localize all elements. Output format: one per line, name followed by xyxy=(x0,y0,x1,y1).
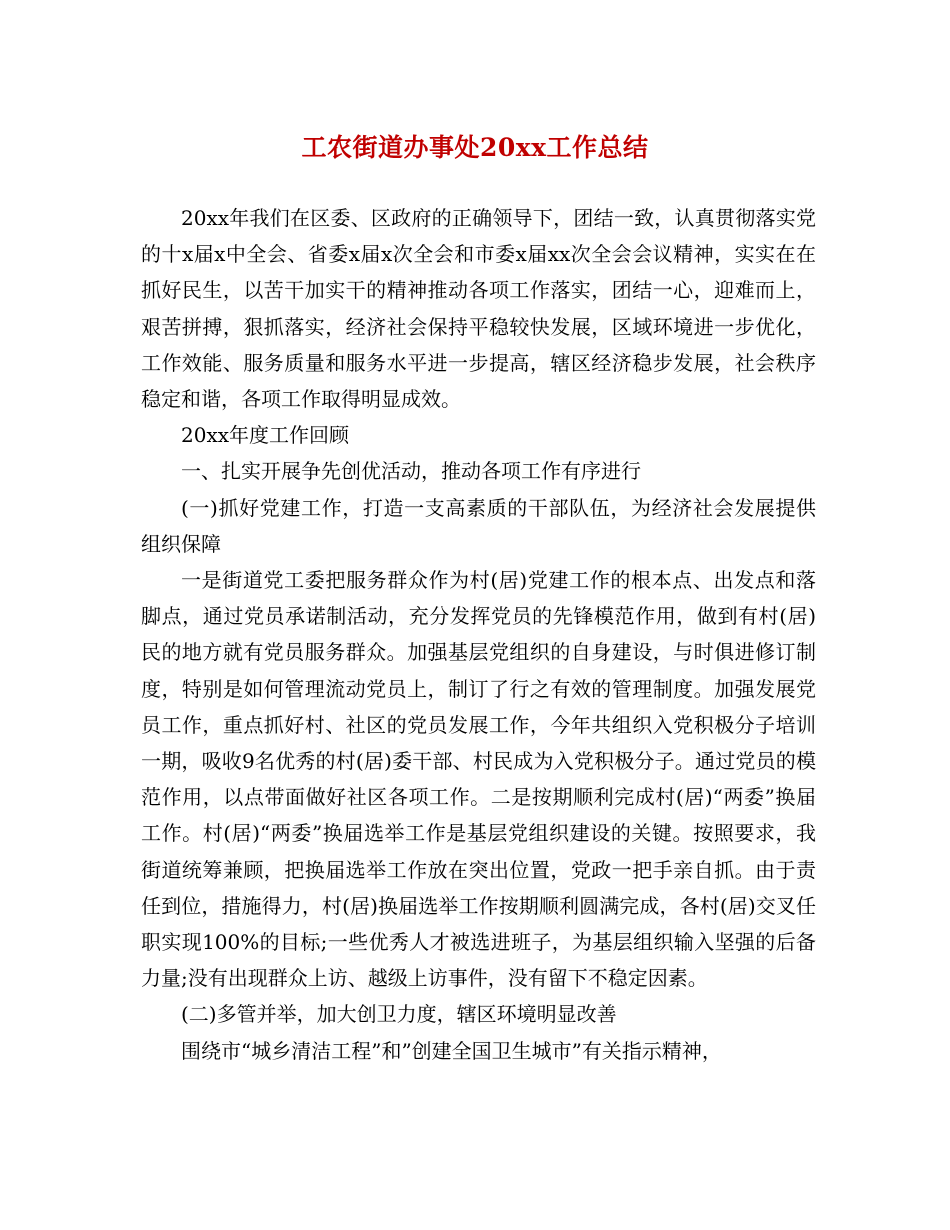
paragraph-subsection-one-heading: (一)抓好党建工作，打造一支高素质的干部队伍，为经济社会发展提供组织保障 xyxy=(141,495,816,556)
paragraph-sanitation: 围绕市“城乡清洁工程”和”创建全国卫生城市”有关指示精神， xyxy=(181,1038,722,1063)
document-title: 工农街道办事处20xx工作总结 xyxy=(301,133,649,162)
document-body xyxy=(141,200,816,1069)
paragraph-subsection-two-heading: (二)多管并举，加大创卫力度，辖区环境明显改善 xyxy=(181,1002,617,1027)
paragraph-annual-review-heading: 20xx年度工作回顾 xyxy=(181,423,350,448)
paragraph-party-building: 一是街道党工委把服务群众作为村(居)党建工作的根本点、出发点和落脚点，通过党员承诺制活动，充分发挥党员的先锋模范作用，做到有村(居)民的地方就有党员服务群众。加强基层党组织的自身建设，与时俱进修订制度，特别是如何管理流动党员上，制订了行之有效的管理制度。加强发展党员工作，重点抓好村、社区的党员发展工作，今年共组织入党积极分子培训一期，吸收9名优秀的村(居)委干部、村民成为入党积极分子。通过党员的模范作用，以点带面做好社区各项工作。二是按期顺利完成村(居)“两委”换届工作。村(居)“两委”换届选举工作是基层党组织建设的关键。按照要求，我街道统筹兼顾，把换届选举工作放在突出位置，党政一把手亲自抓。由于责任到位，措施得力，村(居)换届选举工作按期顺利圆满完成，各村(居)交叉任职实现100%的目标;一些优秀人才被选进班子，为基层组织输入坚强的后备力量;没有出现群众上访、越级上访事件，没有留下不稳定因素。 xyxy=(141,568,816,991)
paragraph-intro: 20xx年我们在区委、区政府的正确领导下，团结一致，认真贯彻落实党的十x届x中全会、省委x届x次全会和市委x届xx次全会会议精神，实实在在抓好民生，以苦干加实干的精神推动各项工作落实，团结一心，迎难而上，艰苦拼搏，狠抓落实，经济社会保持平稳较快发展，区域环境进一步优化，工作效能、服务质量和服务水平进一步提高，辖区经济稳步发展，社会秩序稳定和谐，各项工作取得明显成效。 xyxy=(141,206,816,412)
paragraph-section-one-heading: 一、扎实开展争先创优活动，推动各项工作有序进行 xyxy=(181,459,641,484)
